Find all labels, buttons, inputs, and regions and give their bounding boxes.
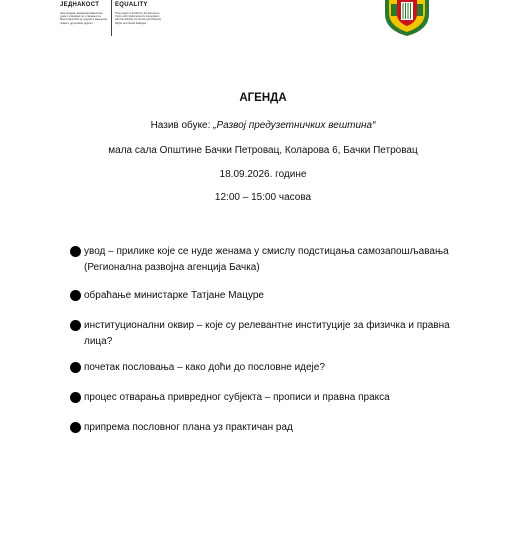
bullet-icon <box>70 392 81 403</box>
logo-fineprint-cyrillic: Овај пројекат финансира Европска унија и спроводи се у сарадњи са Министарством за људска и мањинска права и друштвени дијалог <box>60 12 108 25</box>
agenda-list <box>70 244 470 436</box>
bullet-icon <box>70 246 81 257</box>
logo-title-cyrillic: ЈЕДНАКОСТ <box>60 2 100 8</box>
agenda-item-text: увод – прилике које се нуде женама у смислу подстицања самозапошљавања <box>84 246 449 257</box>
bullet-icon <box>70 290 81 301</box>
agenda-item <box>70 244 470 276</box>
agenda-item-text: обраћање министарке Татјане Мацуре <box>84 290 264 301</box>
agenda-item-subtext: лица? <box>84 336 113 347</box>
agenda-item-text: припрема пословног плана уз практичан рад <box>84 422 293 433</box>
logo-divider <box>111 0 112 36</box>
agenda-item <box>70 360 470 376</box>
bullet-icon <box>70 422 81 433</box>
agenda-item-subtext: (Регионална развојна агенција Бачка) <box>84 262 260 273</box>
training-name: „Развој предузетничких вештина“ <box>213 120 376 131</box>
agenda-item <box>70 288 470 304</box>
location-line: мала сала Општине Бачки Петровац, Коларова 6, Бачки Петровац <box>108 145 418 156</box>
logo-fineprint-latin: This project is funded by the European Union and implemented in cooperation with the Ministry for Human and Minority Rights and Social Dialogue <box>115 12 162 25</box>
equality-logo <box>60 0 180 40</box>
training-label: Назив обуке: <box>150 120 214 131</box>
municipality-crest-icon <box>381 0 433 36</box>
bullet-icon <box>70 362 81 373</box>
agenda-item-text: почетак пословања – како доћи до пословне идеје? <box>84 362 325 373</box>
agenda-item-text: институционални оквир – које су релевантне институције за физичка и правна <box>84 320 450 331</box>
date-line: 18.09.2026. године <box>219 169 307 180</box>
time-line: 12:00 – 15:00 часова <box>214 192 312 203</box>
agenda-title: АГЕНДА <box>239 92 287 104</box>
logo-title-latin: EQUALITY <box>115 2 148 8</box>
agenda-item <box>70 390 470 406</box>
agenda-item <box>70 318 470 350</box>
agenda-item-text: процес отварања привредног субјекта – прописи и правна пракса <box>84 392 390 403</box>
agenda-item <box>70 420 470 436</box>
training-name-line <box>0 120 526 131</box>
bullet-icon <box>70 320 81 331</box>
